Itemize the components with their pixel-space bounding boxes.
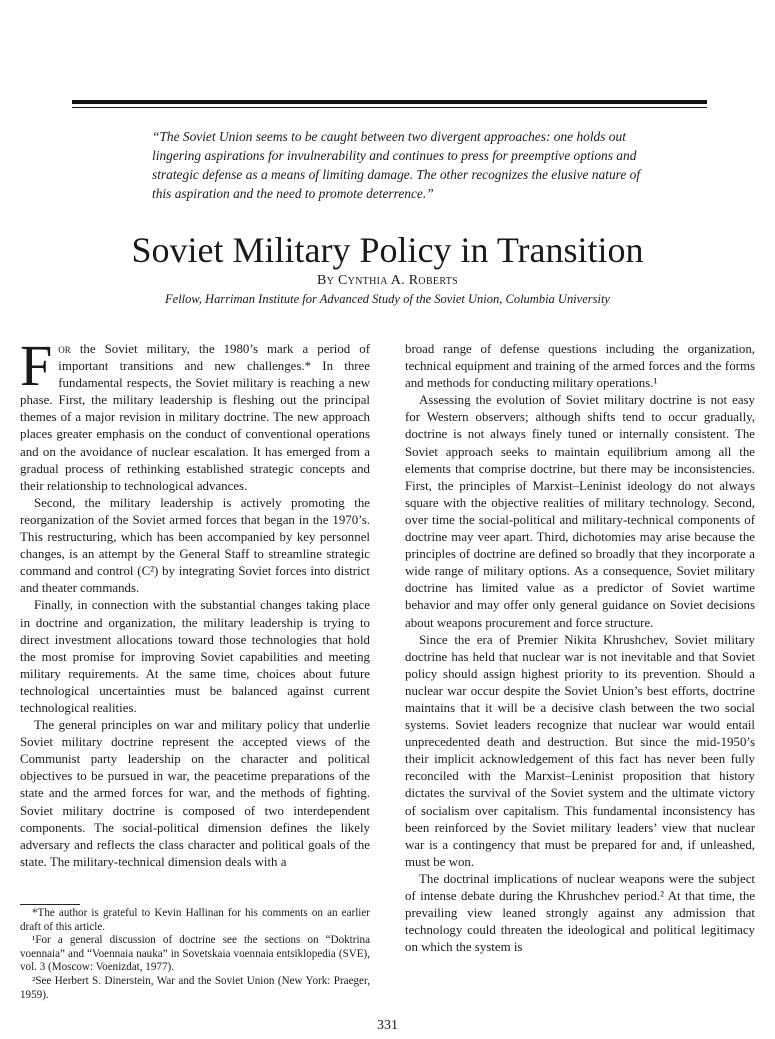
footnote-1: ¹For a general discussion of doctrine see the sections on “Doktrina voennaia” and “Voennaia nauka” in Sovetskaia voennaia entsiklopedia (SVE), vol. 3 (Moscow: Voenizdat, 1977). [20, 934, 370, 974]
paragraph: The doctrinal implications of nuclear weapons were the subject of intense debate during the Khrushchev period.² At that time, the prevailing view leaned strongly against any admission that technology could threaten the ideological and political legitimacy on which the system is [405, 871, 755, 955]
paragraph: Finally, in connection with the substantial changes taking place in doctrine and organization, the military leadership is trying to direct investment allocations toward those technologies that hold the most promise for improving Soviet capabilities and meeting military requirements. At the same time, choices about future technological uncertainties must be balanced against current technological realities. [20, 598, 370, 715]
footnotes [20, 904, 370, 1002]
paragraph: Second, the military leadership is actively promoting the reorganization of the Soviet armed forces that began in the 1970’s. This restructuring, which has been accompanied by key personnel changes, is an attempt by the General Staff to streamline strategic command and control (C²) by integrating Soviet forces into district and theater commands. [20, 495, 370, 596]
footnote-acknowledgement: *The author is grateful to Kevin Hallinan for his comments on an earlier draft of this article. [20, 907, 370, 933]
article-title: Soviet Military Policy in Transition [131, 230, 644, 270]
lead-word: or [58, 342, 71, 356]
header-rule-thick [72, 100, 707, 104]
footnote-2: ²See Herbert S. Dinerstein, War and the Soviet Union (New York: Praeger, 1959). [20, 974, 370, 1001]
paragraph: Assessing the evolution of Soviet military doctrine is not easy for Western observers; although shifts tend to occur gradually, doctrine is not always finely tuned or internally consistent. The Soviet approach seeks to maintain equilibrium among all the elements that comprise doctrine, but there may be inconsistencies. First, the principles of Marxist–Leninist ideology do not always square with the objective realities of military technology. Second, over time the social-political and military-technical components of doctrine may veer apart. Third, dichotomies may arise because the principles of doctrine are defined so broadly that they incorporate a wide range of military options. As a consequence, Soviet military doctrine has limited value as a predictor of Soviet wartime behavior and may offer only general guidance on Soviet decisions about weapons procurement and force structure. [405, 393, 755, 630]
paragraph: The general principles on war and military policy that underlie Soviet military doctrine represent the accepted views of the Communist party leadership on the character and political objectives to be pursued in war, the peacetime preparations of the state and the armed forces for war, and the methods of fighting. Soviet military doctrine is composed of two interdependent components. The social-political dimension defines the likely adversary and reflects the class character and political goals of the state. The military-technical dimension deals with a [20, 718, 370, 869]
author-affiliation: Fellow, Harriman Institute for Advanced Study of the Soviet Union, Columbia University [165, 292, 610, 306]
epigraph: “The Soviet Union seems to be caught between two divergent approaches: one holds out lingering aspirations for invulnerability and continues to press for preemptive options and strategic defense as a means of limiting damage. The other recognizes the elusive nature of this aspiration and the need to promote deterrence.” [152, 129, 641, 201]
header-rule-thin [72, 107, 707, 108]
footnote-rule [20, 904, 80, 905]
drop-cap: F [20, 333, 53, 398]
page-number: 331 [377, 1018, 398, 1033]
paragraph: broad range of defense questions including the organization, technical equipment and training of the armed forces and the forms and methods for conducting military operations.¹ [405, 342, 755, 391]
left-column [20, 333, 370, 871]
right-column [405, 341, 755, 956]
author-byline: By Cynthia A. Roberts [317, 273, 458, 288]
paragraph: Since the era of Premier Nikita Khrushchev, Soviet military doctrine has held that nuclear war is not inevitable and that Soviet policy should assign highest priority to its prevention. Should a nuclear war occur despite the Soviet Union’s best efforts, doctrine maintains that it will be a decisive clash between the two social systems. Soviet leaders recognize that nuclear war would entail unprecedented death and destruction. But since the mid-1950’s their implicit acknowledgement of this fact has never been fully reconciled with the Marxist–Leninist proposition that history dictates the survival of the Soviet system and the ultimate victory of socialism over capitalism. This fundamental inconsistency has been reinforced by the Soviet military leaders’ view that nuclear war is a contingency that must be prepared for and, if unleashed, must be won. [405, 632, 755, 869]
paragraph-text: the Soviet military, the 1980’s mark a period of important transitions and new challenges.* In three fundamental respects, the Soviet military is reaching a new phase. First, the military leadership is fleshing out the principal themes of a major revision in military doctrine. The new approach places greater emphasis on the conduct of conventional operations and on the avoidance of nuclear escalation. It has emerged from a gradual process of rethinking established strategic concepts and their relationship to technological advances. [20, 342, 370, 493]
paragraph [20, 333, 370, 495]
